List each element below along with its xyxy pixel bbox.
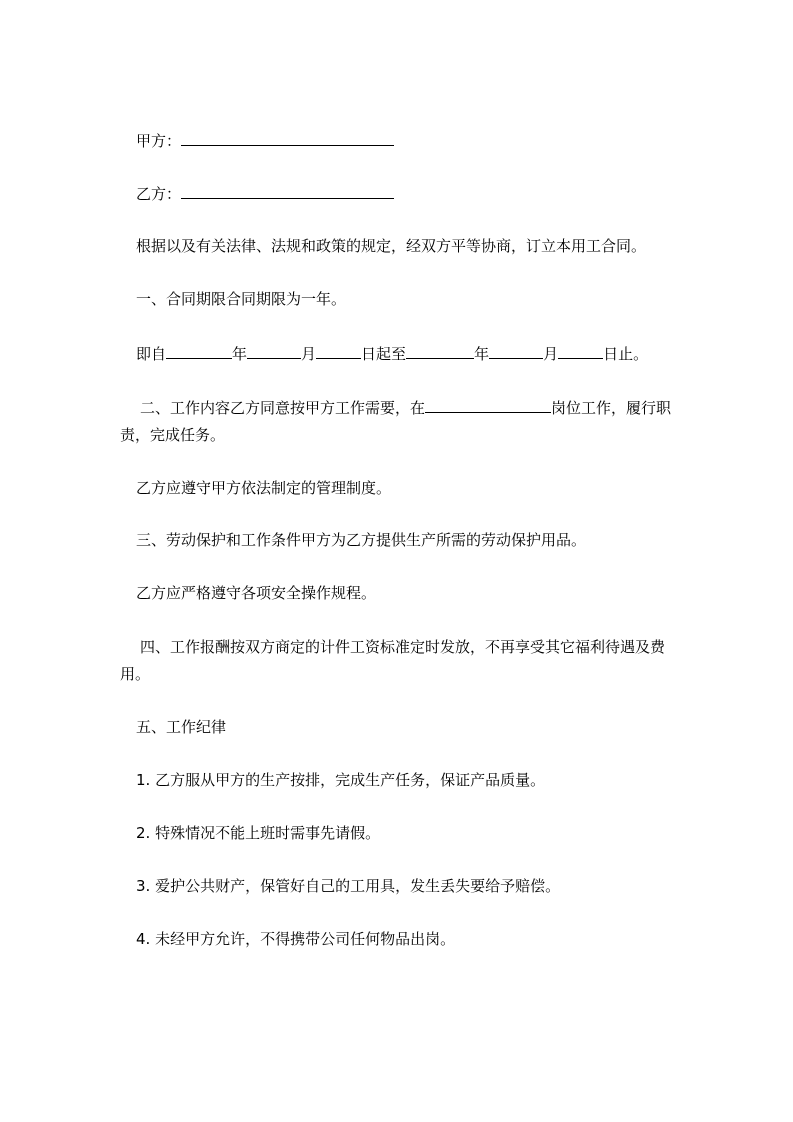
party-a-blank xyxy=(181,130,394,146)
section-3-paragraph: 三、劳动保护和工作条件甲方为乙方提供生产所需的劳动保护用品。 xyxy=(136,531,587,549)
rule-item-3: 3. 爱护公共财产，保管好自己的工用具，发生丢失要给予赔偿。 xyxy=(136,877,561,895)
term-day-from-label: 日起至 xyxy=(361,345,407,363)
section-1-title: 一、合同期限合同期限为一年。 xyxy=(136,290,347,308)
term-year-from-blank xyxy=(166,343,232,359)
rule-item-1: 1. 乙方服从甲方的生产按排，完成生产任务，保证产品质量。 xyxy=(136,771,546,789)
party-b-line xyxy=(136,181,394,208)
party-a-line xyxy=(136,128,394,155)
term-line xyxy=(136,341,648,368)
term-month-to-label: 月 xyxy=(543,345,559,363)
intro-paragraph: 根据以及有关法律、法规和政策的规定，经双方平等协商，订立本用工合同。 xyxy=(136,237,647,255)
term-month-to-blank xyxy=(489,343,543,359)
term-year-from-label: 年 xyxy=(232,345,248,363)
section-2-note: 乙方应遵守甲方依法制定的管理制度。 xyxy=(136,479,392,497)
section-2-line-1 xyxy=(140,395,671,422)
party-a-label: 甲方： xyxy=(136,132,182,150)
section-2-line-2: 责，完成任务。 xyxy=(120,426,226,444)
term-day-to-label: 日止。 xyxy=(603,345,649,363)
section-2-after-blank: 岗位工作，履行职 xyxy=(551,399,672,417)
term-prefix: 即自 xyxy=(136,345,167,363)
term-year-to-blank xyxy=(406,343,474,359)
section-2-before-blank: 二、工作内容乙方同意按甲方工作需要，在 xyxy=(140,399,426,417)
term-year-to-label: 年 xyxy=(474,345,490,363)
term-month-from-blank xyxy=(247,343,301,359)
section-5-title: 五、工作纪律 xyxy=(136,718,227,736)
rule-item-2: 2. 特殊情况不能上班时需事先请假。 xyxy=(136,824,381,842)
section-3-note: 乙方应严格遵守各项安全操作规程。 xyxy=(136,584,377,602)
party-b-label: 乙方： xyxy=(136,185,182,203)
section-4-line-2: 用。 xyxy=(120,665,151,683)
rule-item-4: 4. 未经甲方允许，不得携带公司任何物品出岗。 xyxy=(136,930,456,948)
section-2-position-blank xyxy=(425,397,551,413)
section-4-line-1: 四、工作报酬按双方商定的计件工资标准定时发放，不再享受其它福利待遇及费 xyxy=(140,638,666,656)
term-day-to-blank xyxy=(558,343,603,359)
party-b-blank xyxy=(181,183,394,199)
term-day-from-blank xyxy=(316,343,361,359)
term-month-from-label: 月 xyxy=(301,345,317,363)
